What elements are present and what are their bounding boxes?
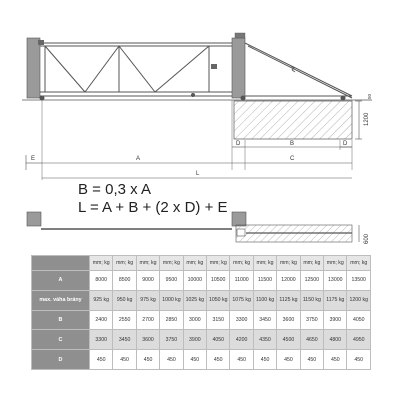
gate-spec-table — [31, 255, 371, 370]
table-cell: 1125 kg — [277, 290, 300, 310]
table-cell: 450 — [347, 350, 371, 370]
table-cell: 3900 — [183, 330, 206, 350]
dim-e-label: E — [31, 156, 36, 162]
dim-d-right-label: D — [343, 141, 348, 147]
table-cell: 450 — [207, 350, 230, 370]
table-cell: 12000 — [277, 271, 300, 291]
table-cell: 450 — [324, 350, 347, 370]
unit-cell: mm; kg — [113, 256, 136, 271]
right-post-cap — [235, 33, 245, 38]
table-cell: 975 kg — [136, 290, 159, 310]
table-cell: 4500 — [277, 330, 300, 350]
table-cell: 3150 — [207, 310, 230, 330]
table-cell: 4800 — [324, 330, 347, 350]
table-cell: 4050 — [207, 330, 230, 350]
dim-l-label: L — [196, 171, 200, 177]
table-cell: 1025 kg — [183, 290, 206, 310]
roller-2 — [241, 96, 246, 101]
formula-b: B = 0,3 x A — [78, 181, 151, 198]
table-cell: 1050 kg — [207, 290, 230, 310]
unit-cell: mm; kg — [207, 256, 230, 271]
row-header: B — [32, 310, 90, 330]
row-header: C — [32, 330, 90, 350]
dim-600-label: 600 — [364, 233, 370, 244]
gate-clamp-right — [211, 64, 217, 69]
unit-cell: mm; kg — [300, 256, 323, 271]
table-cell: 3450 — [253, 310, 276, 330]
formula-l: L = A + B + (2 x D) + E — [78, 199, 228, 216]
table-cell: 4050 — [347, 310, 371, 330]
unit-cell: mm; kg — [90, 256, 113, 271]
table-cell: 450 — [277, 350, 300, 370]
unit-cell: mm; kg — [277, 256, 300, 271]
table-cell: 10000 — [183, 271, 206, 291]
table-cell: 2850 — [160, 310, 183, 330]
gate-frame — [40, 43, 352, 98]
table-cell: 1075 kg — [230, 290, 253, 310]
plan-guide — [237, 229, 245, 236]
row-header: max. váha brány — [32, 290, 90, 310]
table-cell: 1200 kg — [347, 290, 371, 310]
table-cell: 3450 — [113, 330, 136, 350]
table-cell: 4650 — [300, 330, 323, 350]
unit-cell: mm; kg — [347, 256, 371, 271]
table-cell: 4350 — [253, 330, 276, 350]
unit-cell: mm; kg — [253, 256, 276, 271]
table-cell: 3600 — [277, 310, 300, 330]
table-cell: 450 — [113, 350, 136, 370]
table-cell: 3600 — [136, 330, 159, 350]
table-cell: 8000 — [90, 271, 113, 291]
row-header: D — [32, 350, 90, 370]
table-cell: 9500 — [160, 271, 183, 291]
table-cell: 4950 — [347, 330, 371, 350]
table-corner — [32, 256, 90, 271]
right-post — [232, 38, 245, 98]
units-row — [32, 256, 371, 271]
left-post — [27, 38, 40, 98]
table-cell: 925 kg — [90, 290, 113, 310]
table-cell: 2700 — [136, 310, 159, 330]
table-row — [32, 330, 371, 350]
table-cell: 1150 kg — [300, 290, 323, 310]
table-row — [32, 271, 371, 291]
table-cell: 3750 — [160, 330, 183, 350]
foundation-block — [234, 101, 352, 139]
table-cell: 950 kg — [113, 290, 136, 310]
table-cell: 2550 — [113, 310, 136, 330]
dim-1200-label: 1200 — [364, 112, 370, 126]
unit-cell: mm; kg — [324, 256, 347, 271]
table-cell: 3900 — [324, 310, 347, 330]
table-cell: 1000 kg — [160, 290, 183, 310]
table-cell: 13000 — [324, 271, 347, 291]
table-cell: 1175 kg — [324, 290, 347, 310]
plan-right-post — [232, 212, 246, 226]
table-row — [32, 310, 371, 330]
table-cell: 11500 — [253, 271, 276, 291]
table-cell: 450 — [136, 350, 159, 370]
dimension-lines — [26, 147, 352, 178]
table-cell: 2400 — [90, 310, 113, 330]
table-row — [32, 290, 371, 310]
dim-a-label: A — [136, 156, 141, 162]
roller-4 — [191, 93, 195, 97]
table-cell: 13500 — [347, 271, 371, 291]
table-row — [32, 350, 371, 370]
table-cell: 450 — [183, 350, 206, 370]
gate-clamp-left — [38, 40, 44, 45]
table-cell: 3000 — [183, 310, 206, 330]
table-cell: 450 — [90, 350, 113, 370]
table-cell: 450 — [160, 350, 183, 370]
table-cell: 1100 kg — [253, 290, 276, 310]
dim-b-label: B — [290, 141, 295, 147]
plan-left-post — [27, 212, 41, 226]
table-cell: 3750 — [300, 310, 323, 330]
roller-3 — [341, 96, 346, 101]
table-cell: 12500 — [300, 271, 323, 291]
table-cell: 10500 — [207, 271, 230, 291]
dim-d-left-label: D — [236, 141, 241, 147]
unit-cell: mm; kg — [183, 256, 206, 271]
dim-c-label: C — [290, 156, 295, 162]
table-cell: 9000 — [136, 271, 159, 291]
table-cell: 450 — [300, 350, 323, 370]
table-cell: 8500 — [113, 271, 136, 291]
unit-cell: mm; kg — [160, 256, 183, 271]
table-cell: 11000 — [230, 271, 253, 291]
row-header: A — [32, 271, 90, 291]
dim-50-label: 50 — [367, 93, 372, 99]
table-cell: 450 — [230, 350, 253, 370]
unit-cell: mm; kg — [230, 256, 253, 271]
table-cell: 3300 — [90, 330, 113, 350]
table-cell: 450 — [253, 350, 276, 370]
roller-1 — [40, 96, 45, 101]
table-cell: 4200 — [230, 330, 253, 350]
table-cell: 3300 — [230, 310, 253, 330]
unit-cell: mm; kg — [136, 256, 159, 271]
